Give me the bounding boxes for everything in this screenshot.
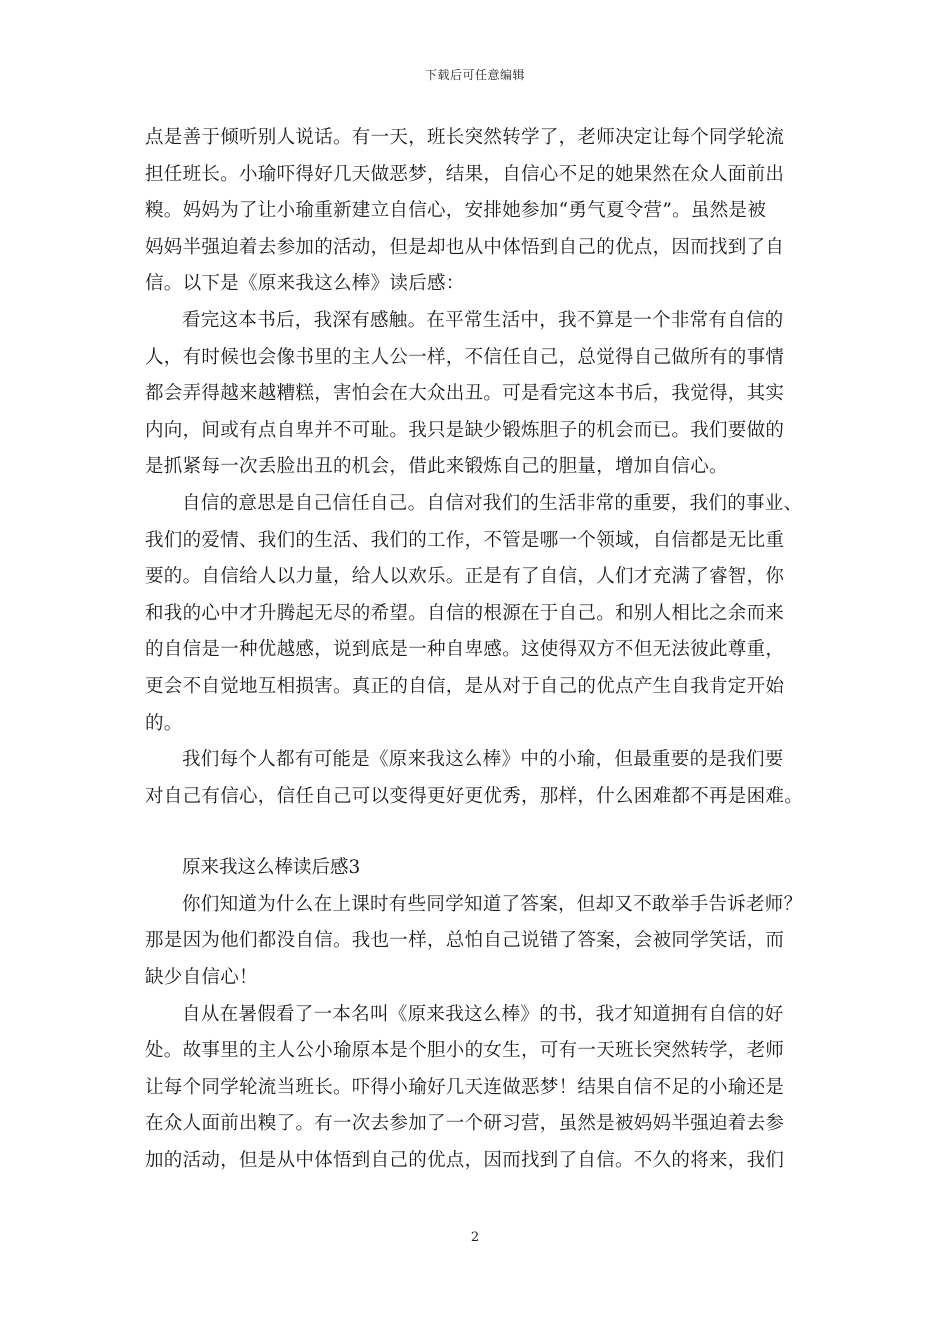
text-line: 你们知道为什么在上课时有些同学知道了答案，但却又不敢举手告诉老师？ — [182, 893, 803, 915]
text-line: 和我的心中才升腾起无尽的希望。自信的根源在于自己。和别人相比之余而来 — [145, 602, 785, 624]
text-line: 加的活动，但是从中体悟到自己的优点，因而找到了自信。不久的将来，我们 — [145, 1150, 785, 1172]
text-line: 看完这本书后，我深有感触。在平常生活中，我不算是一个非常有自信的 — [182, 309, 784, 331]
text-line: 内向，间或有点自卑并不可耻。我只是缺少锻炼胆子的机会而已。我们要做的 — [145, 419, 785, 441]
text-line: 自信的意思是自己信任自己。自信对我们的生活非常的重要，我们的事业、 — [182, 492, 803, 514]
document-body — [145, 120, 825, 1180]
text-line: 担任班长。小瑜吓得好几天做恶梦，结果，自信心不足的她果然在众人面前出 — [145, 163, 785, 185]
text-line: 的自信是一种优越感，说到底是一种自卑感。这使得双方不但无法彼此尊重， — [145, 639, 785, 661]
text-line: 我们的爱情、我们的生活、我们的工作，不管是哪一个领域，自信都是无比重 — [145, 529, 785, 551]
section-title: 原来我这么棒读后感3 — [182, 857, 361, 879]
text-line: 信。以下是《原来我这么棒》读后感： — [145, 273, 465, 295]
page-header: 下载后可任意编辑 — [424, 68, 525, 82]
text-line: 自从在暑假看了一本名叫《原来我这么棒》的书，我才知道拥有自信的好 — [182, 1003, 784, 1025]
text-line: 的。 — [145, 712, 183, 734]
page-number: 2 — [470, 1230, 480, 1245]
paragraph-5 — [145, 887, 825, 997]
text-line: 那是因为他们都没自信。我也一样，总怕自己说错了答案，会被同学笑话，而 — [145, 930, 785, 952]
text-line: 妈妈半强迫着去参加的活动，但是却也从中体悟到自己的优点，因而找到了自 — [145, 236, 785, 258]
paragraph-1 — [145, 120, 825, 303]
section-gap — [145, 815, 825, 850]
paragraph-3 — [145, 486, 825, 742]
text-line: 是抓紧每一次丢脸出丑的机会，借此来锻炼自己的胆量，增加自信心。 — [145, 456, 728, 478]
text-line: 糗。妈妈为了让小瑜重新建立自信心，安排她参加“勇气夏令营”。虽然是被 — [145, 200, 767, 222]
text-line: 在众人面前出糗了。有一次去参加了一个研习营，虽然是被妈妈半强迫着去参 — [145, 1113, 785, 1135]
text-line: 都会弄得越来越糟糕，害怕会在大众出丑。可是看完这本书后，我觉得，其实 — [145, 383, 785, 405]
paragraph-2 — [145, 303, 825, 486]
text-line: 人，有时候也会像书里的主人公一样，不信任自己，总觉得自己做所有的事情 — [145, 346, 785, 368]
text-line: 点是善于倾听别人说话。有一天，班长突然转学了，老师决定让每个同学轮流 — [145, 127, 785, 148]
text-line: 对自己有信心，信任自己可以变得更好更优秀，那样，什么困难都不再是困难。 — [145, 785, 804, 807]
paragraph-4 — [145, 742, 825, 815]
text-line: 要的。自信给人以力量，给人以欢乐。正是有了自信，人们才充满了睿智，你 — [145, 566, 785, 588]
text-line: 让每个同学轮流当班长。吓得小瑜好几天连做恶梦！结果自信不足的小瑜还是 — [145, 1076, 785, 1098]
text-line: 更会不自觉地互相损害。真正的自信，是从对于自己的优点产生自我肯定开始 — [145, 675, 785, 697]
paragraph-6 — [145, 997, 825, 1180]
text-line: 缺少自信心！ — [145, 967, 258, 989]
text-line: 我们每个人都有可能是《原来我这么棒》中的小瑜，但最重要的是我们要 — [182, 749, 784, 771]
text-line: 处。故事里的主人公小瑜原本是个胆小的女生，可有一天班长突然转学，老师 — [145, 1040, 785, 1062]
